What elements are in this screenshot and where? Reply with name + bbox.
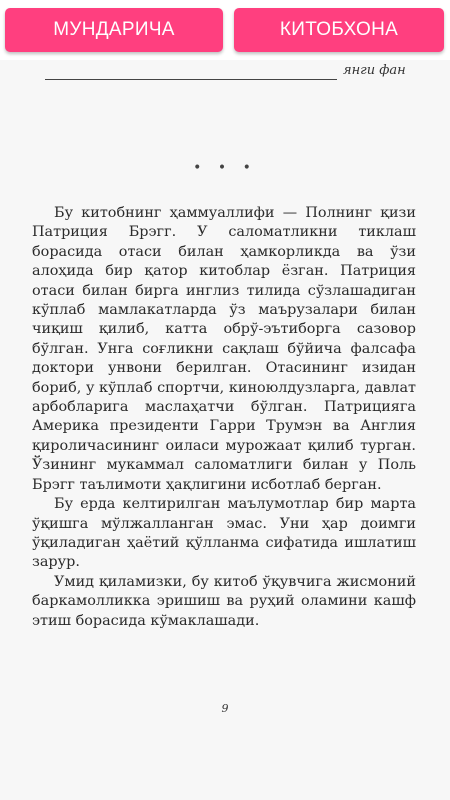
- library-button[interactable]: КИТОБХОНА: [234, 8, 444, 52]
- running-header-rule: [45, 79, 337, 80]
- page-number: 9: [221, 702, 229, 715]
- contents-button[interactable]: МУНДАРИЧА: [5, 8, 223, 52]
- book-page[interactable]: [0, 60, 450, 800]
- running-header-title: янги фан: [343, 63, 406, 78]
- paragraph: Умид қиламизки, бу китоб ўқувчига жисмоний баркамолликка эришиш ва руҳий оламини кашф этиш борасида кўмаклашади.: [32, 573, 416, 629]
- page-body-text: [32, 204, 416, 631]
- section-separator: • • •: [193, 160, 257, 176]
- top-toolbar: [0, 0, 450, 60]
- paragraph: Бу китобнинг ҳаммуаллифи — Полнинг қизи Патриция Брэгг. У саломатликни тиклаш борасида отаси билан ҳамкорликда ва ўзи алоҳида бир қатор китоблар ёзган. Патриция отаси билан бирга инглиз тилида сўзлашадиган кўплаб мамлакатларда ўз маърузалари билан чиқиш қилиб, катта обрў-эътиборга сазовор бўлган. Унга соғликни сақлаш бўйича фалсафа доктори унвони берилган. Отасининг изидан бориб, у кўплаб спортчи, киноюлдузларга, давлат арбобларига маслаҳатчи бўлган. Патрицияга Америка президенти Гарри Трумэн ва Англия қироличасининг оиласи мурожаат қилиб турган. Ўзининг мукаммал саломатлиги билан у Поль Брэгг таълимоти ҳақлигини исботлаб берган.: [32, 205, 416, 493]
- paragraph: Бу ерда келтирилган маълумотлар бир марта ўқишга мўлжалланган эмас. Уни ҳар доимги ўқиладиган ҳаётий қўлланма сифатида ишлатиш зарур.: [32, 496, 416, 571]
